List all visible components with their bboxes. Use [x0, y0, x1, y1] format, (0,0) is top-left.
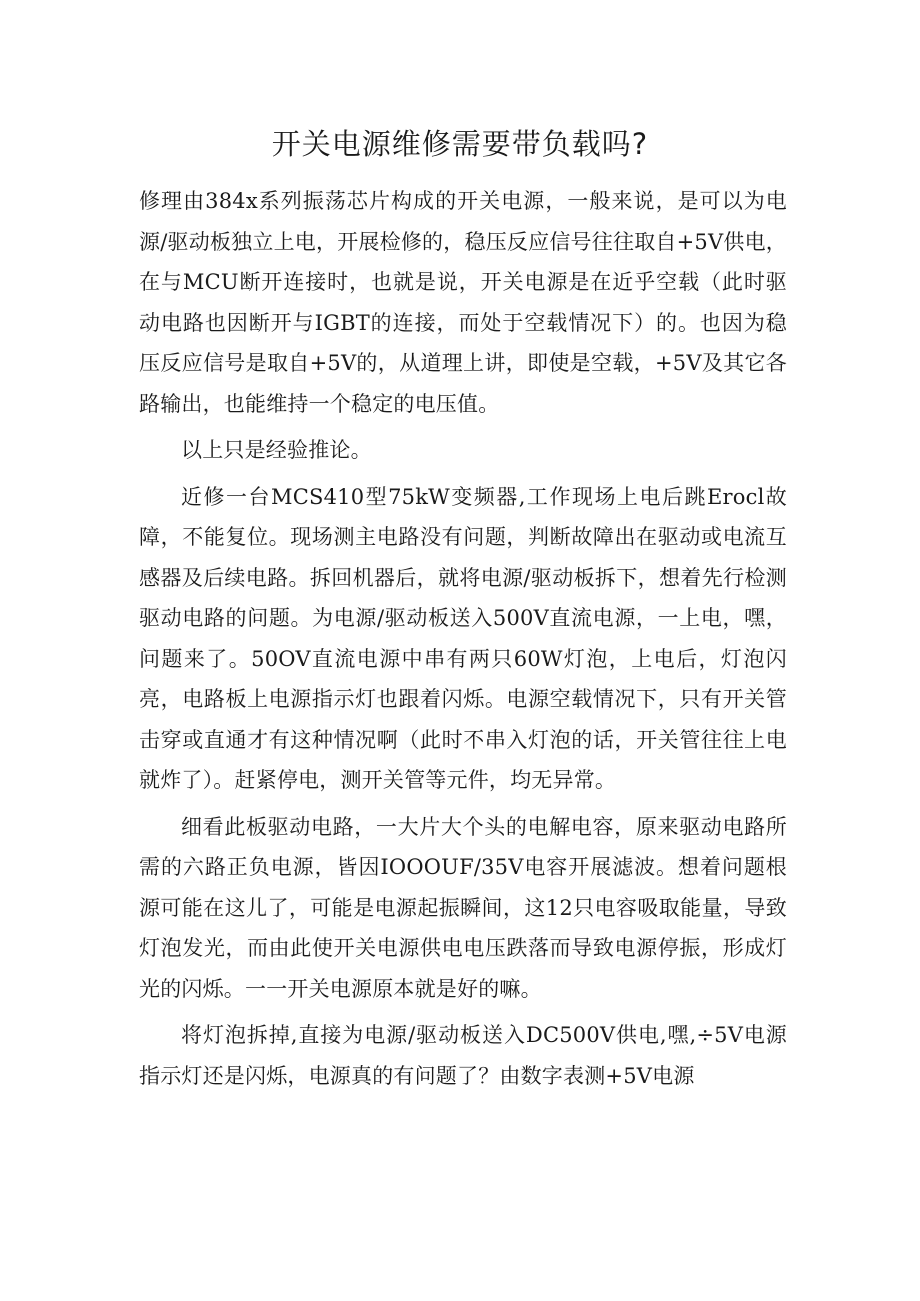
paragraph-retest: 将灯泡拆掉,直接为电源/驱动板送入DC500V供电,嘿,÷5V电源指示灯还是闪烁，电源真的有问题了？由数字表测+5V电源: [139, 1023, 787, 1088]
paragraph-case: 近修一台MCS410型75kW变频器,工作现场上电后跳Erocl故障，不能复位。现场测主电路没有问题，判断故障出在驱动或电流互感器及后续电路。拆回机器后，就将电源/驱动板拆下，想着先行检测驱动电路的问题。为电源/驱动板送入500V直流电源，一上电，嘿，问题来了。50OV直流电源中串有两只60W灯泡，上电后，灯泡闪亮，电路板上电源指示灯也跟着闪烁。电源空载情况下，只有开关管击穿或直通才有这种情况啊（此时不串入灯泡的话，开关管往往上电就炸了）。赶紧停电，测开关管等元件，均无异常。: [139, 484, 787, 792]
document-title: 开关电源维修需要带负载吗?: [271, 127, 649, 161]
paragraph-analysis: 细看此板驱动电路，一大片大个头的电解电容，原来驱动电路所需的六路正负电源，皆因IOOOUF/35V电容开展滤波。想着问题根源可能在这儿了，可能是电源起振瞬间，这12只电容吸取能量，导致灯泡发光，而由此使开关电源供电电压跌落而导致电源停振，形成灯光的闪烁。一一开关电源原本就是好的嘛。: [139, 814, 787, 1001]
paragraph-inference: 以上只是经验推论。: [181, 438, 372, 462]
paragraph-intro: 修理由384x系列振荡芯片构成的开关电源，一般来说，是可以为电源/驱动板独立上电，开展检修的，稳压反应信号往往取自+5V供电，在与MCU断开连接时，也就是说，开关电源是在近乎空载（此时驱动电路也因断开与IGBT的连接，而处于空载情况下）的。也因为稳压反应信号是取自+5V的，从道理上讲，即使是空载，+5V及其它各路输出，也能维持一个稳定的电压值。: [139, 189, 787, 416]
document-body: [139, 181, 787, 1100]
